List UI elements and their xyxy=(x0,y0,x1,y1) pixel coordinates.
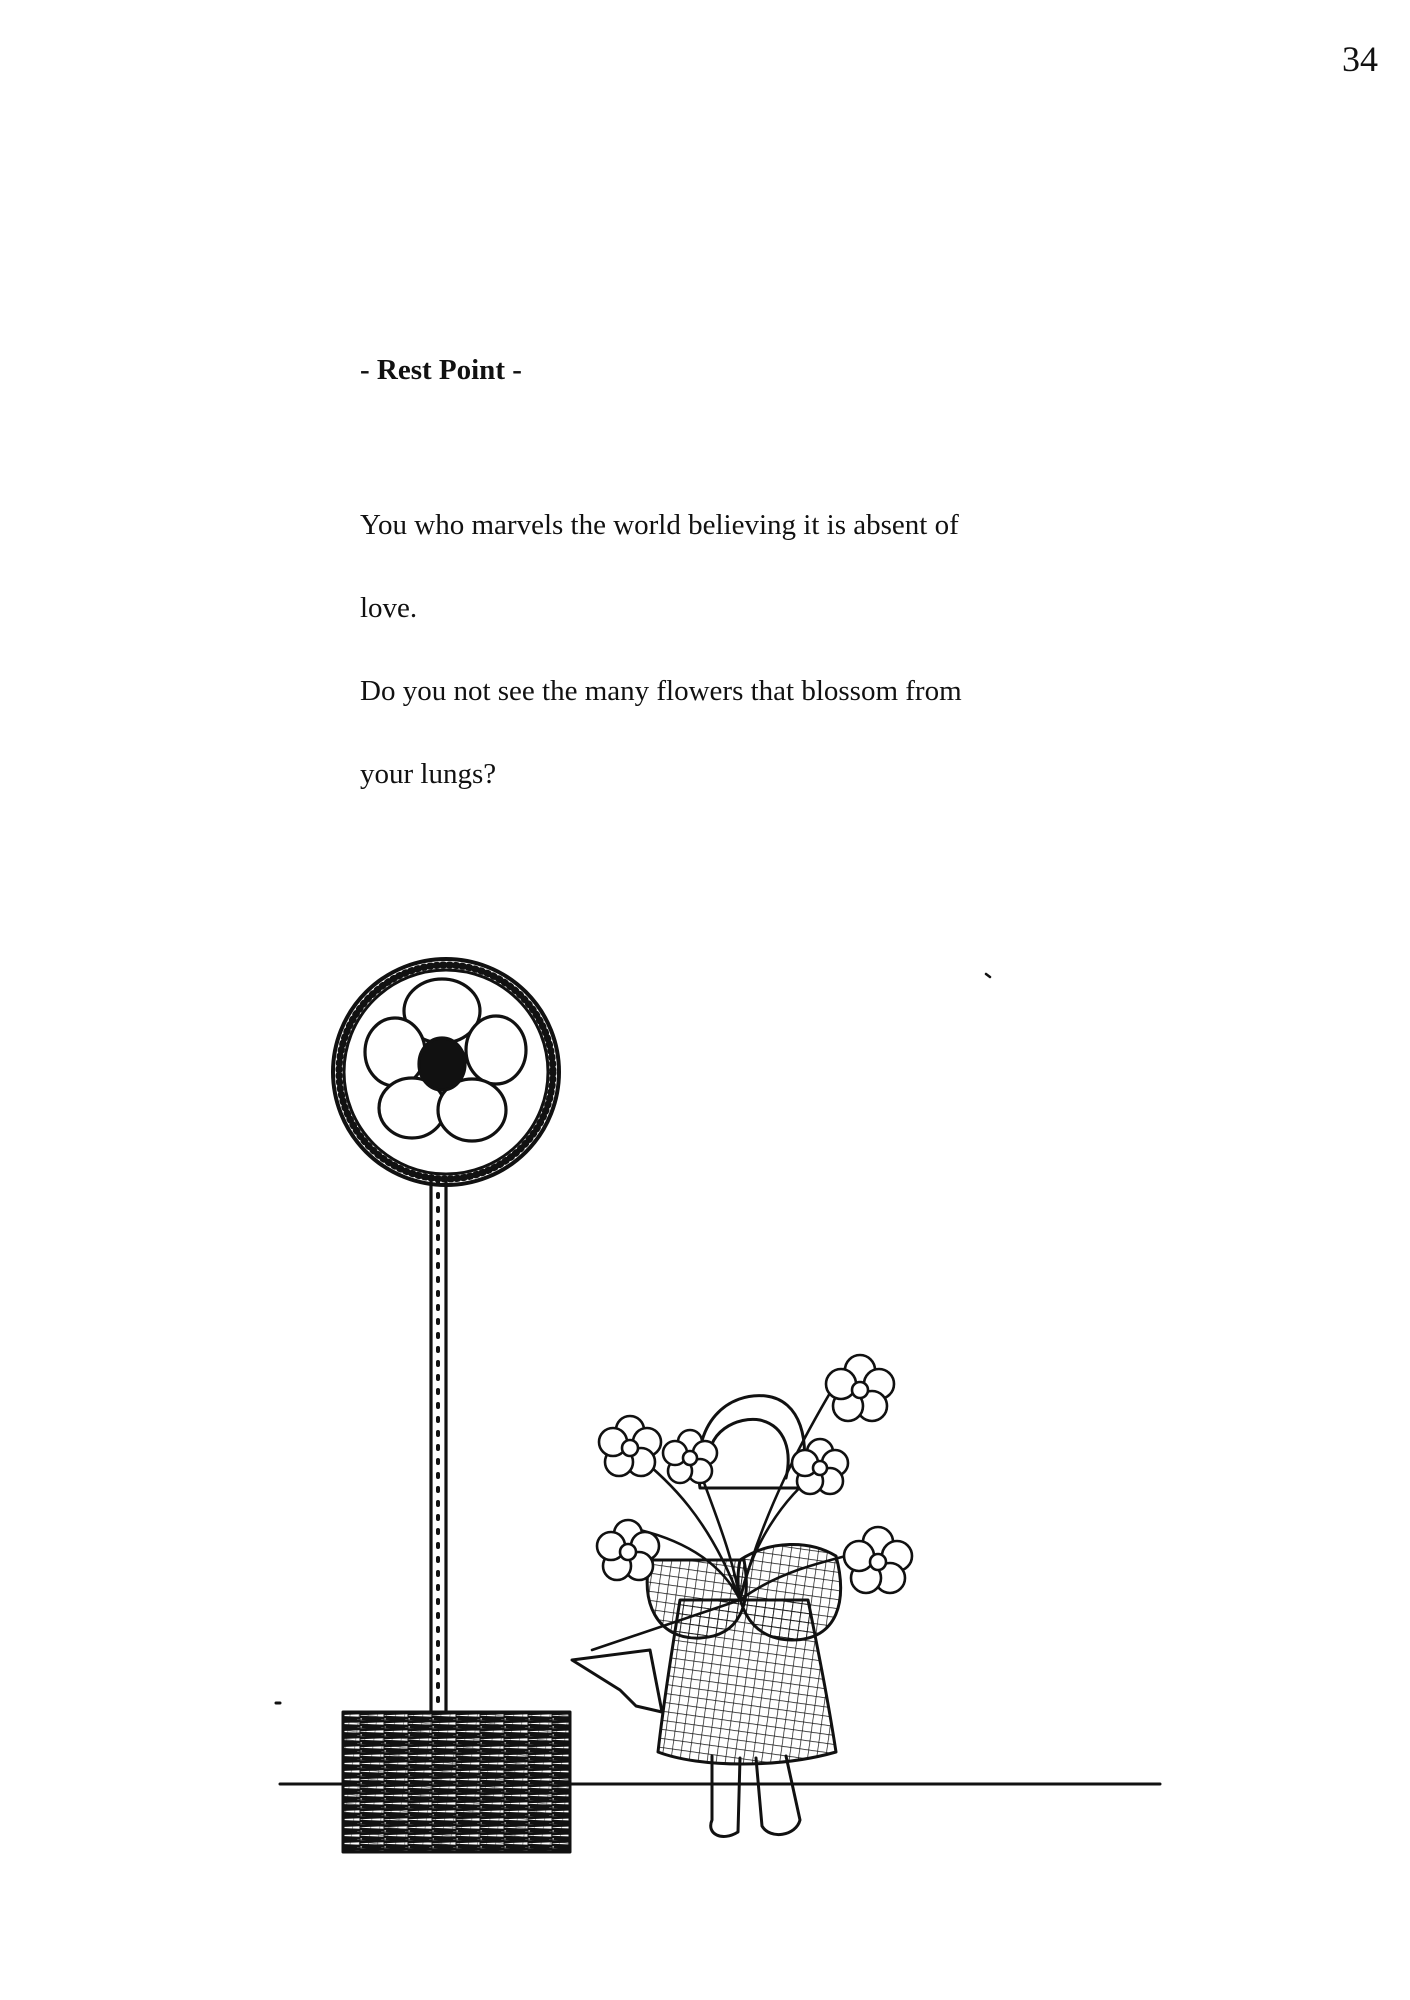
sign-base-block xyxy=(343,1712,570,1852)
poem-line: love. xyxy=(360,592,418,624)
poem-title: - Rest Point - xyxy=(360,354,522,386)
poem-line: You who marvels the world believing it is absent of xyxy=(360,509,959,541)
poem-line: Do you not see the many flowers that blossom from xyxy=(360,675,962,707)
poem-body xyxy=(360,484,1100,816)
poem-line: your lungs? xyxy=(360,758,497,790)
flower-sign xyxy=(333,959,559,1185)
flower-icon xyxy=(365,979,526,1141)
page-number: 34 xyxy=(1342,39,1378,79)
sign-pole xyxy=(431,1178,446,1712)
ink-illustration xyxy=(0,930,1410,1930)
